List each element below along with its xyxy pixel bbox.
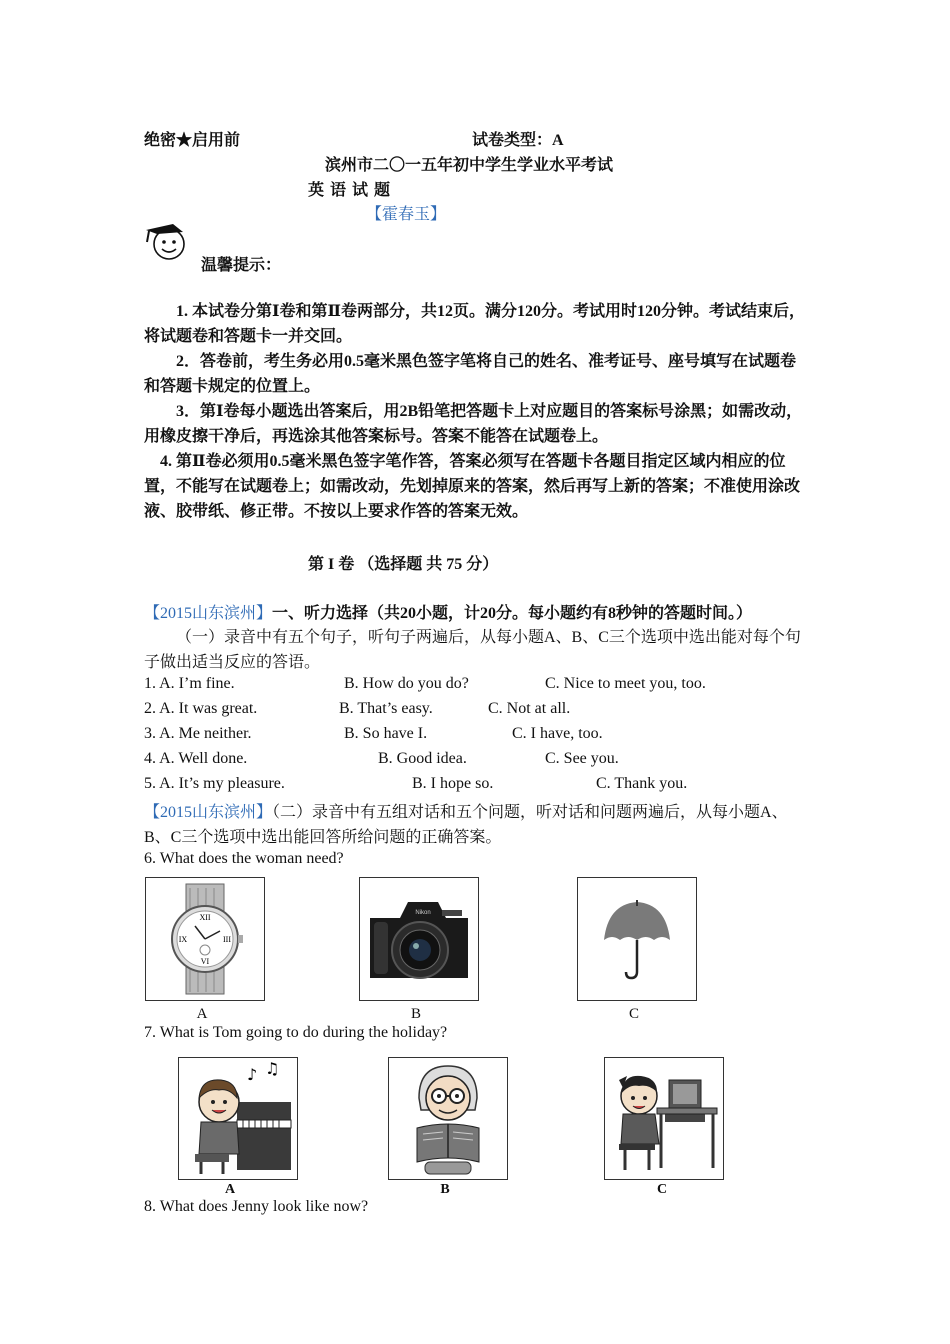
q6-option-c-image[interactable] — [577, 877, 697, 1001]
reading-grandpa-icon — [389, 1058, 507, 1179]
author-tag: 【霍春玉】 — [366, 206, 447, 223]
camera-icon — [360, 878, 478, 1000]
svg-text:VI: VI — [200, 957, 210, 966]
computer-girl-icon — [605, 1058, 723, 1179]
svg-text:♪: ♪ — [247, 1065, 258, 1084]
q7-option-b-image[interactable] — [388, 1057, 508, 1180]
option-b: B. That’s easy. — [339, 700, 433, 717]
option-c: C. Not at all. — [488, 700, 571, 717]
question-row — [144, 700, 764, 725]
q6-label-c: C — [628, 1006, 639, 1022]
q7-option-c-image[interactable] — [604, 1057, 724, 1180]
option-a: 4. A. Well done. — [144, 750, 248, 767]
svg-text:♫: ♫ — [265, 1059, 280, 1078]
option-a: 3. A. Me neither. — [144, 725, 252, 742]
sub1-intro: （一）录音中有五个句子，听句子两遍后，从每小题A、B、C三个选项中选出能对每个句子做出适当反应的答语。 — [144, 629, 801, 671]
q6-option-b-image[interactable] — [359, 877, 479, 1001]
confidential-label: 绝密★启用前 — [144, 132, 241, 149]
question-6: 6. What does the woman need? — [144, 850, 344, 867]
sub2-intro: 【2015山东滨州】（二）录音中有五组对话和五个问题，听对话和问题两遍后，从每小题A、B、C三个选项中选出能回答所给问题的正确答案。 — [144, 804, 788, 846]
question-row — [144, 675, 764, 700]
svg-text:III: III — [223, 935, 231, 944]
part1-title: 第 I 卷 （选择题 共 75 分） — [308, 556, 499, 573]
question-row — [144, 775, 764, 800]
q7-option-a-image[interactable] — [178, 1057, 298, 1180]
option-c: C. Thank you. — [596, 775, 688, 792]
smiley-icon — [143, 218, 189, 264]
option-a: 1. A. I’m fine. — [144, 675, 235, 692]
option-c: C. Nice to meet you, too. — [545, 675, 706, 692]
notice-item-3: 3．第Ⅰ卷每小题选出答案后，用2B铅笔把答题卡上对应题目的答案标号涂黑；如需改动，用橡皮擦干净后，再选涂其他答案标号。答案不能答在试题卷上。 — [144, 403, 803, 445]
question-7: 7. What is Tom going to do during the holiday? — [144, 1024, 448, 1041]
option-a: 2. A. It was great. — [144, 700, 258, 717]
question-8: 8. What does Jenny look like now? — [144, 1198, 369, 1215]
source-tag: 【2015山东滨州】 — [144, 605, 273, 622]
option-b: B. I hope so. — [412, 775, 494, 792]
option-a: 5. A. It’s my pleasure. — [144, 775, 285, 792]
notice-title: 温馨提示： — [201, 257, 282, 274]
subject-title: 英 语 试 题 — [308, 182, 392, 199]
q6-option-a-image[interactable] — [145, 877, 265, 1001]
watch-icon — [146, 878, 264, 1000]
umbrella-icon — [578, 878, 696, 1000]
q6-label-a: A — [196, 1006, 208, 1022]
notice-item-4: 4. 第Ⅱ卷必须用0.5毫米黑色签字笔作答，答案必须写在答题卡各题目指定区域内相应的位置，不能写在试题卷上；如需改动，先划掉原来的答案，然后再写上新的答案；不准使用涂改液、胶带纸、修正带。不按以上要求作答的答案无效。 — [144, 453, 801, 520]
svg-text:Nikon: Nikon — [415, 910, 431, 916]
notice-item-2: 2．答卷前，考生务必用0.5毫米黑色签字笔将自己的姓名、准考证号、座号填写在试题卷和答题卡规定的位置上。 — [144, 353, 797, 395]
svg-text:IX: IX — [178, 935, 188, 944]
svg-text:XII: XII — [199, 913, 211, 922]
section-heading: 一、听力选择（共20小题，计20分。每小题约有8秒钟的答题时间。） — [272, 605, 753, 622]
question-row — [144, 725, 764, 750]
piano-boy-icon — [179, 1058, 297, 1179]
notice-item-1: 1. 本试卷分第Ⅰ卷和第Ⅱ卷两部分，共12页。满分120分。考试用时120分钟。考试结束后，将试题卷和答题卡一并交回。 — [144, 303, 805, 345]
option-b: B. Good idea. — [378, 750, 467, 767]
question-row — [144, 750, 764, 775]
exam-title: 滨州市二〇一五年初中学生学业水平考试 — [325, 157, 614, 174]
option-c: C. I have, too. — [512, 725, 603, 742]
option-b: B. How do you do? — [344, 675, 469, 692]
option-c: C. See you. — [545, 750, 619, 767]
option-b: B. So have I. — [344, 725, 428, 742]
q7-label-b: B — [440, 1182, 450, 1197]
q6-label-b: B — [410, 1006, 421, 1022]
q7-label-c: C — [656, 1182, 668, 1197]
listening-heading — [144, 600, 752, 623]
paper-type: 试卷类型：A — [472, 132, 564, 149]
q7-label-a: A — [224, 1182, 236, 1197]
